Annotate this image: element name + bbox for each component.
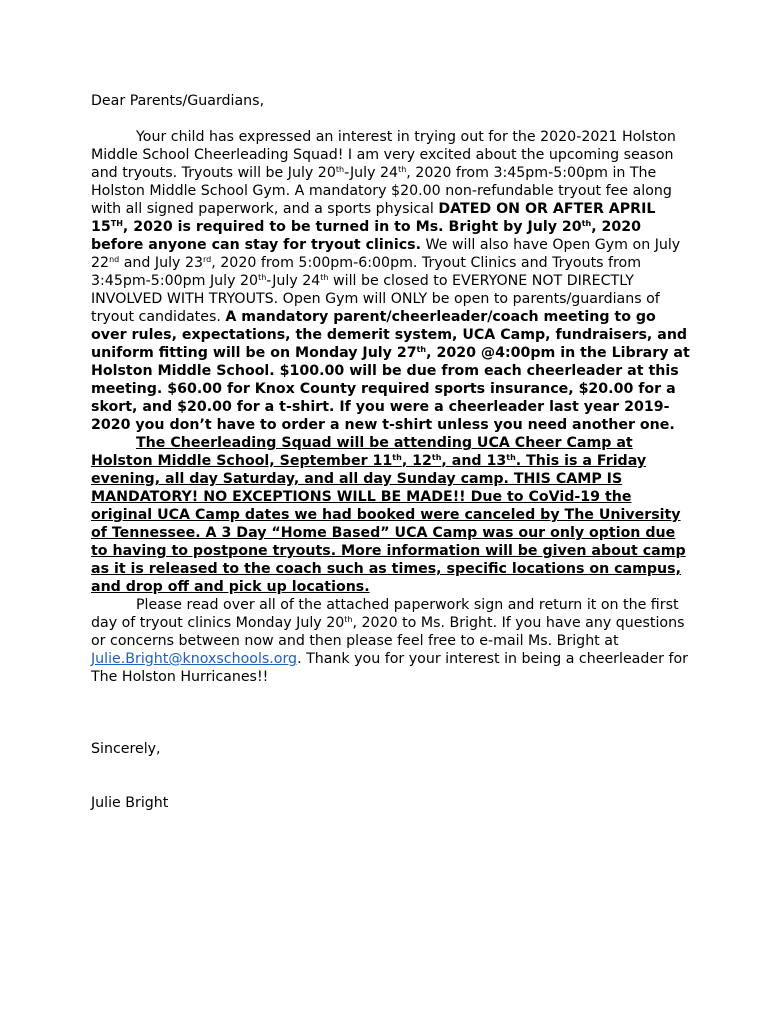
paragraph-camp <box>91 434 691 596</box>
superscript: th <box>581 219 592 228</box>
superscript: rd <box>203 255 212 264</box>
spacer <box>91 776 691 794</box>
text: We will also have Open Gym on July 22 <box>91 237 681 271</box>
superscript: th <box>344 615 353 624</box>
text: -July 24 <box>266 273 321 289</box>
underlined-text: , 12 <box>401 453 432 469</box>
superscript: th <box>320 273 329 282</box>
paragraph-tryouts <box>91 128 691 434</box>
superscript: th <box>392 453 402 462</box>
text: -July 24 <box>344 165 399 181</box>
text: , 2020 from 5:00pm-6:00pm. Tryout Clinics and Tryouts from 3:45pm-5:00pm July 20 <box>91 255 642 289</box>
text: , 2020 to Ms. Bright. If you have any questions or concerns between now and then please feel free to e-mail Ms. Bright at <box>91 615 685 649</box>
text: will be closed to EVERYONE NOT DIRECTLY INVOLVED WITH TRYOUTS. Open Gym will ONLY be open to parents/guardians of tryout candidates. <box>91 273 660 325</box>
spacer <box>91 686 691 740</box>
bold-text: , 2020 before anyone can stay for tryout clinics. <box>91 219 642 253</box>
email-link[interactable]: Julie.Bright@knoxschools.org <box>91 651 298 667</box>
text: , 2020 from 3:45pm-5:00pm in The Holston Middle School Gym. A mandatory $20.00 non-refundable tryout fee along with all signed paperwork, and a sports physical <box>91 165 672 217</box>
superscript: th <box>431 453 442 462</box>
text: Your child has expressed an interest in trying out for the 2020-2021 Holston Middle School Cheerleading Squad! I am very excited about the upcoming season and tryouts. Tryouts will be July 20 <box>91 129 676 181</box>
bold-text: DATED ON OR AFTER APRIL 15 <box>91 201 656 235</box>
superscript: th <box>416 345 427 354</box>
bold-text: , 2020 @4:00pm in the Library at Holston Middle School. $100.00 will be due from each cheerleader at this meeting. $60.00 for Knox County required sports insurance, $20.00 for a skort, and $20.00 for a t-shirt. If you were a cheerleader last year 2019-2020 you don’t have to order a new t-shirt unless you need another one. <box>91 345 690 433</box>
bold-text: A mandatory parent/cheerleader/coach meeting to go over rules, expectations, the demerit system, UCA Camp, fundraisers, and uniform fitting will be on Monday July 27 <box>91 309 688 361</box>
superscript: th <box>398 165 407 174</box>
letter-page <box>91 92 691 812</box>
bold-text: , 2020 is required to be turned in to Ms. Bright by July 20 <box>122 219 582 235</box>
text: and July 23 <box>119 255 204 271</box>
paragraph-paperwork <box>91 596 691 686</box>
superscript: th <box>258 273 267 282</box>
text: . Thank you for your interest in being a cheerleader for The Holston Hurricanes!! <box>91 651 688 685</box>
superscript: TH <box>110 219 123 228</box>
text: Please read over all of the attached paperwork sign and return it on the first day of tryout clinics Monday July 20 <box>91 597 679 631</box>
spacer <box>91 110 691 128</box>
underlined-text: . This is a Friday evening, all day Saturday, and all day Sunday camp. THIS CAMP IS MANDATORY! NO EXCEPTIONS WILL BE MADE!! Due to CoVid-19 the original UCA Camp dates we had booked were canceled by The University of Tennessee. A 3 Day “Home Based” UCA Camp was our only option due to having to postpone tryouts. More information will be given about camp as it is released to the coach such as times, specific locations on campus, and drop off and pick up locations. <box>91 453 686 595</box>
signature: Julie Bright <box>91 795 169 811</box>
underlined-text: , and 13 <box>441 453 507 469</box>
salutation: Dear Parents/Guardians, <box>91 93 265 109</box>
closing: Sincerely, <box>91 741 161 757</box>
superscript: nd <box>109 255 120 264</box>
superscript: th <box>506 453 516 462</box>
spacer <box>91 758 691 776</box>
underlined-text: The Cheerleading Squad will be attending UCA Cheer Camp at Holston Middle School, September 11 <box>91 435 633 469</box>
superscript: th <box>335 165 345 174</box>
